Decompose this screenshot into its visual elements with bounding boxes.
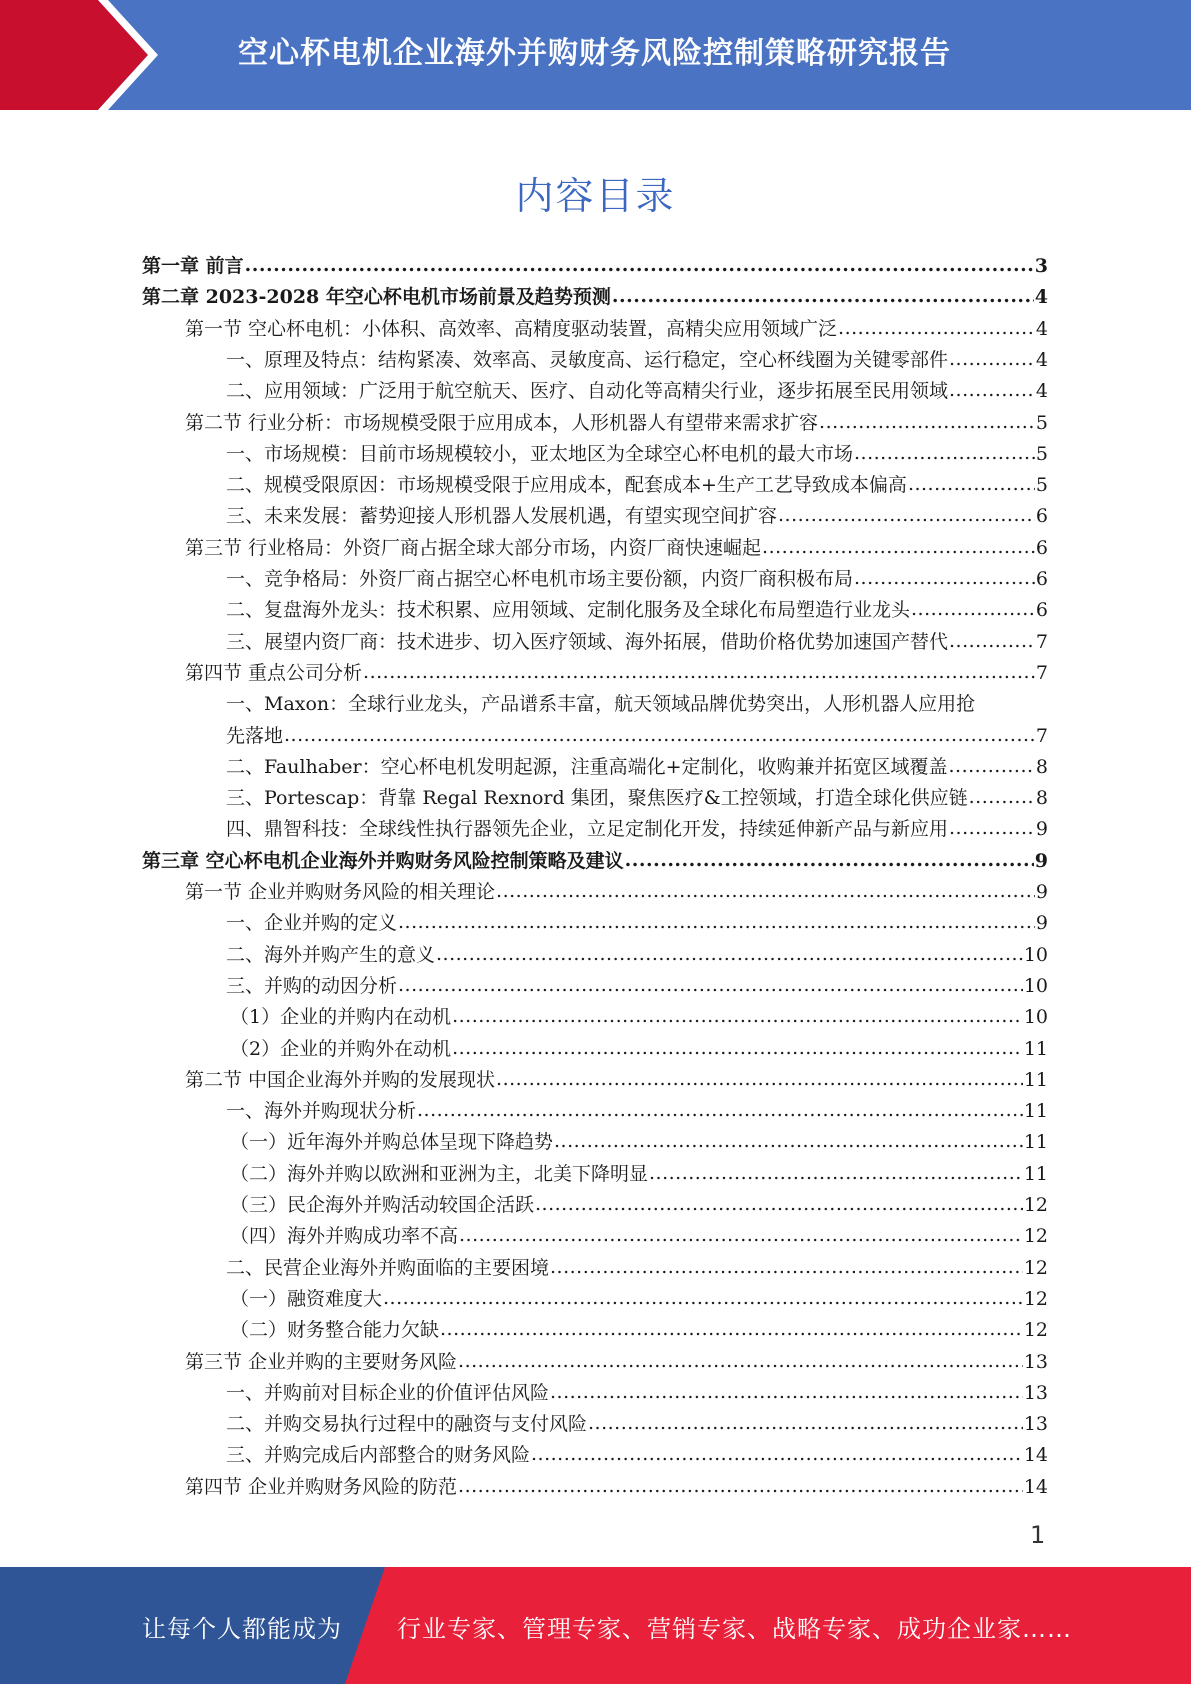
toc-page-number: 10 — [1023, 974, 1048, 997]
toc-page-number: 7 — [1035, 630, 1048, 653]
toc-entry-text: 二、规模受限原因：市场规模受限于应用成本，配套成本+生产工艺导致成本偏高 — [226, 474, 907, 497]
toc-entry-text: 一、市场规模：目前市场规模较小，亚太地区为全球空心杯电机的最大市场 — [226, 442, 854, 465]
toc-page-number: 9 — [1035, 818, 1048, 841]
toc-leader-dots — [496, 879, 1035, 903]
toc-entry-text: 一、企业并购的定义 — [226, 912, 398, 935]
toc-page-number: 10 — [1023, 1006, 1048, 1029]
toc-entry-text: 第二节 中国企业海外并购的发展现状 — [185, 1068, 496, 1091]
toc-leader-dots — [436, 942, 1023, 966]
toc-section-entry[interactable] — [185, 411, 1048, 435]
toc-leader-dots — [398, 910, 1035, 934]
toc-page-number: 7 — [1035, 661, 1048, 684]
toc-title: 内容目录 — [515, 174, 676, 218]
toc-leader-dots — [245, 253, 1034, 277]
toc-page-number: 13 — [1023, 1381, 1048, 1404]
toc-subsection-entry[interactable] — [226, 755, 1048, 779]
toc-subsection-entry[interactable] — [226, 473, 1048, 497]
toc-section-entry[interactable] — [185, 1068, 1048, 1092]
toc-page-number: 3 — [1034, 255, 1048, 277]
toc-page-number: 4 — [1034, 286, 1048, 309]
toc-entry-text: 三、并购完成后内部整合的财务风险 — [226, 1444, 531, 1467]
footer-slogan-right: 行业专家、管理专家、营销专家、战略专家、成功企业家…… — [397, 1615, 1072, 1643]
toc-entry-text: 第二章 2023-2028 年空心杯电机市场前景及趋势预测 — [142, 286, 611, 309]
toc-page-number: 5 — [1035, 474, 1048, 497]
toc-entry-text: 第一节 企业并购财务风险的相关理论 — [185, 881, 496, 903]
toc-page-number: 13 — [1023, 1350, 1048, 1373]
footer-slogan-left: 让每个人都能成为 — [142, 1615, 342, 1643]
toc-page-number: 9 — [1035, 912, 1048, 935]
toc-entry-text: 先落地 — [226, 724, 284, 747]
toc-subsection-entry[interactable] — [226, 442, 1048, 466]
toc-subsection-entry[interactable] — [226, 598, 1048, 622]
toc-leader-dots — [284, 723, 1035, 747]
toc-leader-dots — [854, 566, 1035, 590]
page-number: 1 — [1030, 1521, 1046, 1549]
toc-entry-text: （2）企业的并购外在动机 — [230, 1037, 452, 1060]
toc-entry-text: （二）海外并购以欧洲和亚洲为主，北美下降明显 — [230, 1162, 649, 1185]
toc-subsection-entry[interactable] — [230, 1193, 1048, 1217]
toc-entry-text: 第二节 行业分析：市场规模受限于应用成本，人形机器人有望带来需求扩容 — [185, 411, 819, 434]
toc-entry-text: 二、海外并购产生的意义 — [226, 943, 436, 966]
toc-chapter-entry[interactable] — [142, 285, 1048, 309]
toc-leader-dots — [612, 284, 1034, 308]
toc-leader-dots — [854, 441, 1035, 465]
toc-entry-text: 一、海外并购现状分析 — [226, 1100, 417, 1123]
toc-section-entry[interactable] — [185, 1475, 1048, 1499]
toc-entry-text: 三、展望内资厂商：技术进步、切入医疗领域、海外拓展，借助价格优势加速国产替代 — [226, 630, 949, 653]
toc-entry-text: 第一章 前言 — [142, 255, 244, 277]
toc-page-number: 11 — [1023, 1131, 1048, 1154]
toc-subsection-entry[interactable] — [230, 1162, 1048, 1186]
toc-leader-dots — [398, 973, 1023, 997]
report-title: 空心杯电机企业海外并购财务风险控制策略研究报告 — [238, 36, 951, 71]
toc-section-entry[interactable] — [185, 661, 1048, 685]
toc-leader-dots — [949, 754, 1035, 778]
toc-leader-dots — [819, 410, 1035, 434]
toc-leader-dots — [363, 660, 1035, 684]
toc-entry-text: （一）融资难度大 — [230, 1287, 383, 1310]
toc-page-number: 5 — [1035, 442, 1048, 465]
toc-leader-dots — [459, 1223, 1023, 1247]
toc-leader-dots — [554, 1129, 1023, 1153]
toc-entry-text: 三、Portescap：背靠 Regal Rexnord 集团，聚焦医疗&工控领域，打造全球化供应链 — [226, 787, 968, 810]
toc-page-number: 6 — [1035, 536, 1048, 559]
toc-entry-text: 一、竞争格局：外资厂商占据空心杯电机市场主要份额，内资厂商积极布局 — [226, 568, 854, 590]
toc-page-number: 6 — [1035, 505, 1048, 528]
toc-page-number: 11 — [1023, 1100, 1048, 1123]
toc-subsection-entry[interactable] — [230, 1130, 1048, 1154]
toc-section-entry[interactable] — [185, 317, 1048, 341]
toc-page-number: 6 — [1035, 568, 1048, 590]
toc-subsection-entry[interactable] — [226, 911, 1048, 935]
toc-leader-dots — [969, 785, 1035, 809]
toc-page-number: 12 — [1023, 1319, 1048, 1342]
toc-entry-continuation[interactable] — [226, 724, 1048, 748]
toc-chapter-entry[interactable] — [142, 254, 1048, 278]
toc-subsection-entry[interactable] — [226, 974, 1048, 998]
toc-entry-text: 二、Faulhaber：空心杯电机发明起源，注重高端化+定制化，收购兼并拓宽区域覆盖 — [226, 755, 948, 778]
page-footer — [0, 1567, 1191, 1684]
toc-entry-text: 第四节 企业并购财务风险的防范 — [185, 1475, 458, 1498]
toc-chapter-entry[interactable] — [142, 849, 1048, 873]
toc-leader-dots — [838, 316, 1035, 340]
toc-subsection-entry[interactable] — [230, 1287, 1048, 1311]
toc-leader-dots — [535, 1192, 1023, 1216]
toc-subsection-entry[interactable] — [226, 943, 1048, 967]
toc-leader-dots — [649, 1161, 1023, 1185]
toc-page-number: 4 — [1035, 317, 1048, 340]
toc-subsection-entry[interactable] — [226, 630, 1048, 654]
toc-leader-dots — [949, 347, 1035, 371]
toc-subsection-entry[interactable] — [226, 567, 1048, 591]
toc-page-number: 9 — [1034, 849, 1048, 872]
toc-page-number: 13 — [1023, 1413, 1048, 1436]
toc-subsection-entry[interactable] — [226, 379, 1048, 403]
toc-page-number: 7 — [1035, 724, 1048, 747]
toc-page-number: 8 — [1035, 755, 1048, 778]
toc-entry-text: 第三节 行业格局：外资厂商占据全球大部分市场，内资厂商快速崛起 — [185, 536, 762, 559]
toc-page-number: 9 — [1035, 881, 1048, 903]
toc-leader-dots — [550, 1380, 1023, 1404]
toc-page-number: 11 — [1023, 1068, 1048, 1091]
toc-subsection-entry[interactable] — [230, 1224, 1048, 1248]
toc-entry-text: 一、并购前对目标企业的价值评估风险 — [226, 1381, 550, 1404]
toc-page-number: 14 — [1023, 1475, 1048, 1498]
toc-subsection-entry[interactable] — [230, 1318, 1048, 1342]
toc-entry-text: （1）企业的并购内在动机 — [230, 1006, 452, 1029]
toc-subsection-entry[interactable] — [226, 1443, 1048, 1467]
toc-page-number: 12 — [1023, 1194, 1048, 1216]
toc-page-number: 12 — [1023, 1256, 1048, 1279]
toc-subsection-entry[interactable] — [226, 348, 1048, 372]
toc-entry-text: 第四节 重点公司分析 — [185, 661, 363, 684]
toc-page-number: 6 — [1035, 599, 1048, 622]
toc-leader-dots — [778, 503, 1035, 527]
toc-entry-text: （一）近年海外并购总体呈现下降趋势 — [230, 1131, 554, 1154]
toc-leader-dots — [531, 1442, 1023, 1466]
toc-section-entry[interactable] — [185, 536, 1048, 560]
toc-entry-text: （二）财务整合能力欠缺 — [230, 1319, 440, 1342]
toc-leader-dots — [908, 472, 1035, 496]
toc-page-number: 5 — [1035, 411, 1048, 434]
toc-leader-dots — [762, 535, 1035, 559]
toc-leader-dots — [625, 848, 1034, 872]
toc-leader-dots — [417, 1098, 1023, 1122]
toc-leader-dots — [440, 1317, 1023, 1341]
toc-entry-text: 三、未来发展：蓄势迎接人形机器人发展机遇，有望实现空间扩容 — [226, 505, 778, 528]
toc-page-number: 12 — [1023, 1225, 1048, 1248]
toc-leader-dots — [949, 378, 1035, 402]
toc-page-number: 4 — [1035, 380, 1048, 403]
toc-entry-text: （四）海外并购成功率不高 — [230, 1225, 459, 1248]
toc-entry-text: 三、并购的动因分析 — [226, 974, 398, 997]
toc-entry-text: （三）民企海外并购活动较国企活跃 — [230, 1194, 535, 1216]
toc-leader-dots — [452, 1004, 1023, 1028]
toc-leader-dots — [949, 816, 1035, 840]
toc-leader-dots — [496, 1067, 1023, 1091]
toc-subsection-entry[interactable] — [226, 786, 1048, 810]
page-header — [0, 0, 1191, 110]
toc-subsection-entry[interactable] — [226, 692, 1048, 716]
toc-page-number: 12 — [1023, 1287, 1048, 1310]
toc-entry-text: 一、Maxon：全球行业龙头，产品谱系丰富，航天领域品牌优势突出，人形机器人应用抢 — [226, 693, 976, 716]
toc-entry-text: 二、复盘海外龙头：技术积累、应用领域、定制化服务及全球化布局塑造行业龙头 — [226, 599, 911, 622]
toc-entry-text: 一、原理及特点：结构紧凑、效率高、灵敏度高、运行稳定，空心杯线圈为关键零部件 — [226, 348, 949, 371]
toc-entry-text: 四、鼎智科技：全球线性执行器领先企业，立足定制化开发，持续延伸新产品与新应用 — [226, 818, 949, 841]
toc-leader-dots — [550, 1255, 1023, 1279]
toc-entry-text: 第一节 空心杯电机：小体积、高效率、高精度驱动装置，高精尖应用领域广泛 — [185, 317, 838, 340]
toc-entry-text: 第三章 空心杯电机企业海外并购财务风险控制策略及建议 — [142, 849, 624, 872]
toc-section-entry[interactable] — [185, 1350, 1048, 1374]
toc-subsection-entry[interactable] — [226, 504, 1048, 528]
toc-subsection-entry[interactable] — [230, 1005, 1048, 1029]
toc-leader-dots — [458, 1474, 1023, 1498]
toc-subsection-entry[interactable] — [226, 1412, 1048, 1436]
toc-section-entry[interactable] — [185, 880, 1048, 904]
toc-leader-dots — [383, 1286, 1023, 1310]
toc-subsection-entry[interactable] — [226, 817, 1048, 841]
toc-entry-text: 二、应用领域：广泛用于航空航天、医疗、自动化等高精尖行业，逐步拓展至民用领域 — [226, 380, 949, 403]
toc-page-number: 11 — [1023, 1037, 1048, 1060]
toc-page-number: 10 — [1023, 943, 1048, 966]
toc-page-number: 11 — [1023, 1162, 1048, 1185]
toc-leader-dots — [588, 1411, 1023, 1435]
toc-leader-dots — [949, 629, 1035, 653]
toc-entry-text: 二、并购交易执行过程中的融资与支付风险 — [226, 1413, 588, 1436]
toc-leader-dots — [458, 1349, 1023, 1373]
toc-page-number: 8 — [1035, 787, 1048, 810]
toc-subsection-entry[interactable] — [230, 1037, 1048, 1061]
toc-page-number: 4 — [1035, 348, 1048, 371]
toc-leader-dots — [911, 597, 1035, 621]
toc-entry-text: 第三节 企业并购的主要财务风险 — [185, 1350, 458, 1373]
toc-subsection-entry[interactable] — [226, 1099, 1048, 1123]
toc-leader-dots — [452, 1036, 1023, 1060]
toc-page-number: 14 — [1023, 1444, 1048, 1467]
toc-subsection-entry[interactable] — [226, 1256, 1048, 1280]
toc-subsection-entry[interactable] — [226, 1381, 1048, 1405]
toc-entry-text: 二、民营企业海外并购面临的主要困境 — [226, 1256, 550, 1279]
